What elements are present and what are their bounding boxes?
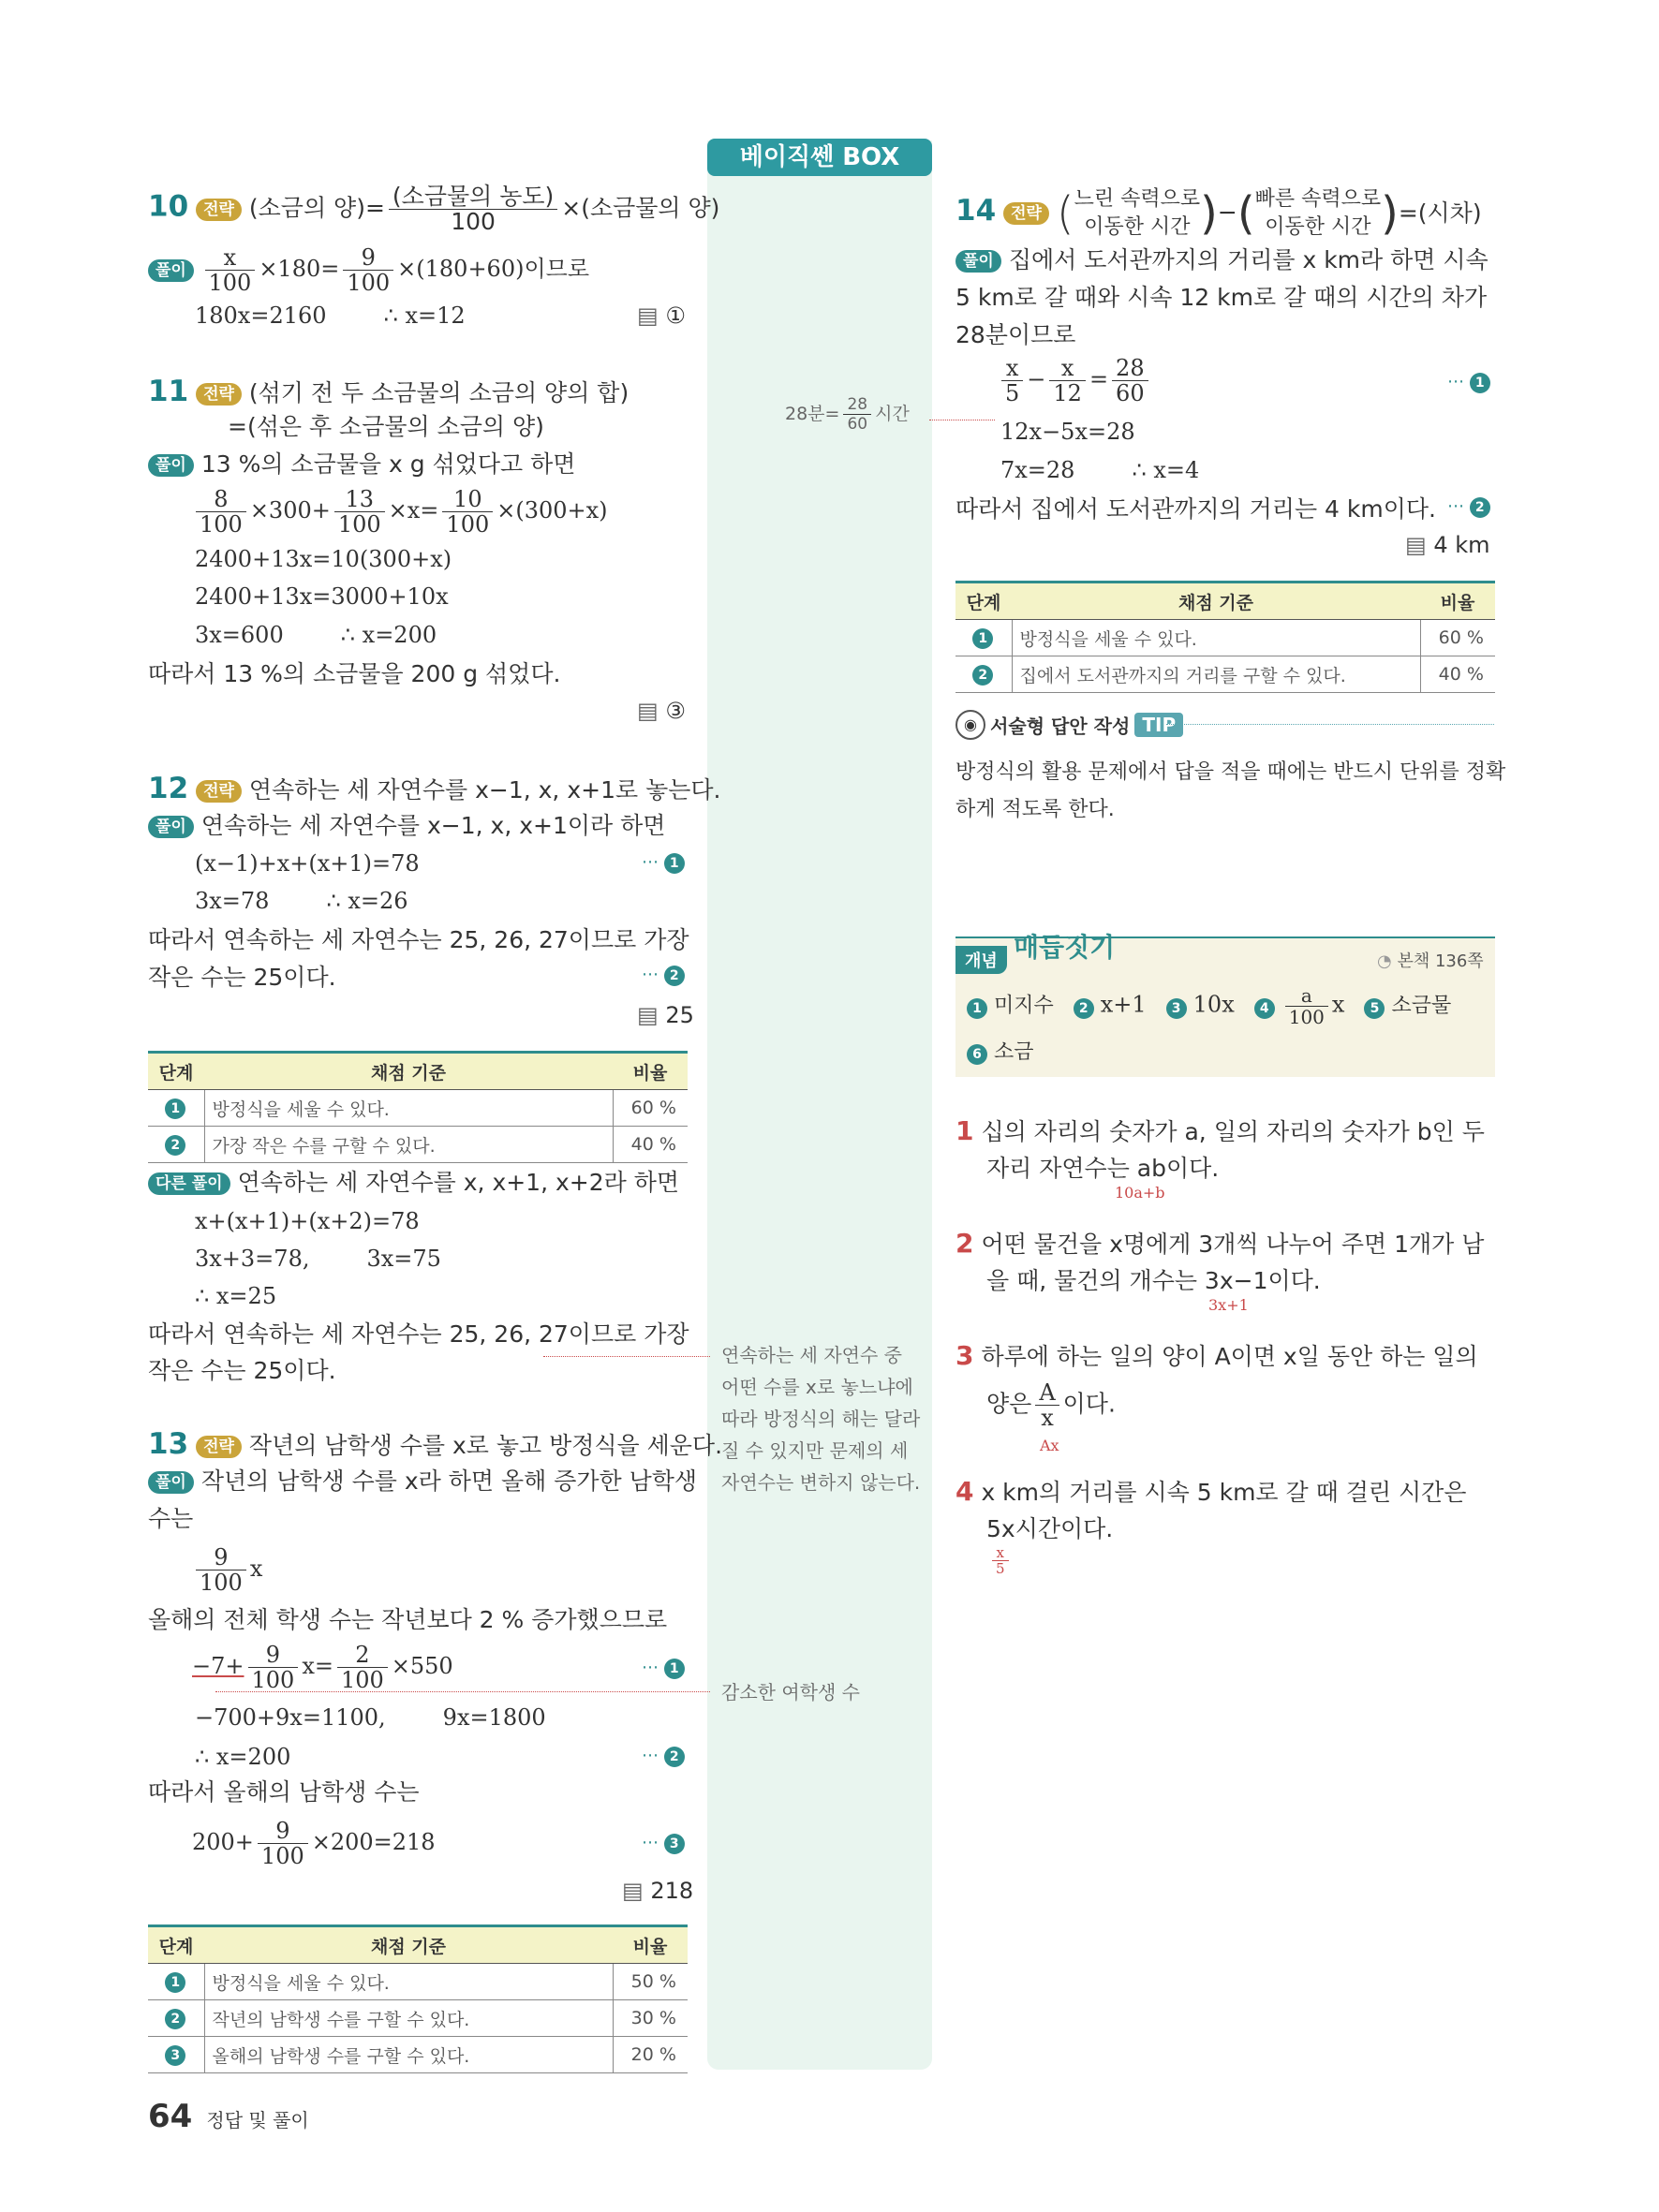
q12-line1: (x−1)+x+(x+1)=78 <box>195 850 420 877</box>
concept-item: x <box>1331 991 1345 1018</box>
table-row <box>955 656 1495 693</box>
concept-item: x+1 <box>1100 991 1147 1018</box>
frac-bottom: 60 <box>1116 380 1145 406</box>
frac <box>196 1545 246 1595</box>
header-ratio: 비율 <box>613 1926 688 1964</box>
q12-concl1: 따라서 연속하는 세 자연수는 25, 26, 27이므로 가장 <box>148 926 689 953</box>
criteria-cell: 방정식을 세울 수 있다. <box>204 1964 613 2000</box>
tactic-b1: 빠른 속력으로 <box>1254 187 1382 211</box>
eq-text: ×300+ <box>249 497 331 524</box>
q12-line2: 3x=78 ∴ x=26 <box>195 888 408 914</box>
step-ref-1: ⋯ 1 <box>642 852 685 874</box>
item-num: 5 <box>1364 998 1385 1019</box>
q12-note-leader <box>543 1356 710 1357</box>
answer-icon: ▤ <box>622 1878 644 1904</box>
frac-top: 9 <box>196 1545 246 1571</box>
frac-bottom: 100 <box>200 1570 243 1596</box>
page-number: 64 <box>148 2098 193 2135</box>
fix-2-line1 <box>955 1225 1484 1263</box>
book-icon: ◔ <box>1377 951 1392 971</box>
step-ref-1: ⋯ 1 <box>642 1658 685 1679</box>
step-cell <box>148 1964 204 2000</box>
answer-text: ③ <box>665 698 686 724</box>
step-circle: 3 <box>165 2045 185 2066</box>
step-circle: 1 <box>1470 373 1490 393</box>
item-num: 4 <box>1254 998 1275 1019</box>
frac-top: 9 <box>343 245 393 271</box>
step-ref-3: ⋯ 3 <box>642 1833 685 1854</box>
frac-bottom: 12 <box>1053 380 1082 406</box>
frac-bottom: 100 <box>200 511 243 538</box>
criteria-cell: 방정식을 세울 수 있다. <box>204 1090 613 1127</box>
q10-line2: 180x=2160 ∴ x=12 <box>195 302 466 329</box>
q12-sol-text: 연속하는 세 자연수를 x−1, x, x+1이라 하면 <box>200 812 666 839</box>
table-header-row <box>148 1053 688 1090</box>
q12-alt-line3: ∴ x=25 <box>195 1283 277 1309</box>
criteria-cell: 집에서 도서관까지의 거리를 구할 수 있다. <box>1012 656 1420 693</box>
alt-solution-pill: 다른 풀이 <box>148 1172 230 1195</box>
frac <box>1049 356 1086 406</box>
paren-right: ) <box>1381 187 1399 240</box>
q12-alt-line2: 3x+3=78, 3x=75 <box>195 1246 441 1272</box>
q14-line3: 7x=28 ∴ x=4 <box>1000 457 1200 483</box>
q12-number: 12 <box>148 772 189 805</box>
q10-number: 10 <box>148 189 189 224</box>
eq-text: ×(300+x) <box>496 497 608 524</box>
frac <box>1285 985 1328 1027</box>
tactic-tail: =(시차) <box>1398 199 1482 227</box>
step-circle: 2 <box>664 1747 685 1767</box>
header-step: 단계 <box>148 1926 204 1964</box>
fix-text: 하루에 하는 일의 양이 A이면 x일 동안 하는 일의 <box>981 1343 1478 1370</box>
header-step: 단계 <box>148 1053 204 1090</box>
answer-icon: ▤ <box>1405 532 1427 558</box>
q12-header <box>148 770 720 809</box>
fix-text: 어떤 물건을 x명에게 3개씩 나누어 주면 1개가 남 <box>981 1231 1485 1258</box>
fix-1-line1 <box>955 1113 1485 1151</box>
fix-4-line2: 5x시간이다. <box>986 1515 1114 1542</box>
fix-4-line1 <box>955 1473 1466 1512</box>
fix-number: 2 <box>955 1228 974 1259</box>
q12-alt-line1: x+(x+1)+(x+2)=78 <box>195 1208 420 1234</box>
fix-3-line1 <box>955 1337 1478 1376</box>
step-circle: 2 <box>664 966 685 986</box>
tactic-a2: 이동한 시간 <box>1084 215 1191 239</box>
solution-pill: 풀이 <box>148 816 194 838</box>
q13-sol1 <box>148 1463 697 1500</box>
concept-item: 10x <box>1192 991 1235 1018</box>
frac-bottom: 100 <box>251 1667 295 1693</box>
eq-text: x <box>249 1556 263 1582</box>
step-ref-2: ⋯ 2 <box>642 965 685 986</box>
concept-title: 매듭짓기 <box>1014 932 1116 963</box>
step-circle: 1 <box>664 1659 685 1679</box>
fix-2-correction: 3x+1 <box>1208 1296 1249 1314</box>
step-circle: 2 <box>165 2009 185 2029</box>
q14-tactic-b <box>1255 185 1382 242</box>
q11-conclusion: 따라서 13 %의 소금물을 200 g 섞었다. <box>148 660 561 687</box>
solution-pill: 풀이 <box>955 250 1001 273</box>
concept-items-row2 <box>967 1034 1034 1071</box>
concept-item: 미지수 <box>994 994 1054 1018</box>
frac <box>1001 356 1023 406</box>
table-header-row <box>955 582 1495 620</box>
note-b: 시간 <box>875 404 910 424</box>
item-num: 1 <box>967 998 987 1019</box>
fix-text: 이다. <box>1062 1390 1116 1418</box>
q11-number: 11 <box>148 375 189 408</box>
q11-tactic-1: (섞기 전 두 소금물의 소금의 양의 합) <box>248 379 630 406</box>
fix-number: 1 <box>955 1115 974 1146</box>
tactic-pill: 전략 <box>196 199 242 221</box>
answer-icon: ▤ <box>637 302 659 329</box>
frac <box>248 1643 299 1692</box>
tip-header <box>955 710 1183 740</box>
step-circle: 2 <box>165 1135 185 1156</box>
fix-1-line2: 자리 자연수는 ab이다. <box>986 1155 1220 1182</box>
step-circle: 1 <box>165 1972 185 1993</box>
table-row <box>148 1127 688 1163</box>
frac-bottom: 5 <box>996 1560 1005 1577</box>
q10-sol-line1 <box>148 245 589 295</box>
q14-sol3: 28분이므로 <box>955 321 1076 348</box>
frac-top: A <box>1035 1380 1059 1406</box>
eq-text: ×180= <box>259 256 340 282</box>
frac <box>334 487 385 537</box>
table-header-row <box>148 1926 688 1964</box>
ratio-cell: 40 % <box>613 1127 688 1163</box>
table-row <box>955 620 1495 656</box>
q12-grading-table <box>148 1051 688 1163</box>
concept-item: 소금물 <box>1391 994 1452 1018</box>
q11-tactic-2: =(섞은 후 소금물의 소금의 양) <box>228 413 544 440</box>
tactic-a1: 느린 속력으로 <box>1074 187 1201 211</box>
q13-answer <box>622 1878 693 1904</box>
q14-tactic-a <box>1074 185 1201 242</box>
q13-header <box>148 1425 722 1465</box>
q11-line4: 3x=600 ∴ x=200 <box>195 622 437 648</box>
q14-sol1 <box>955 242 1489 279</box>
fix-text: 십의 자리의 숫자가 a, 일의 자리의 숫자가 b인 두 <box>981 1118 1485 1145</box>
step-circle: 2 <box>1470 497 1490 518</box>
q12-alt-text: 연속하는 세 자연수를 x, x+1, x+2라 하면 <box>237 1169 680 1196</box>
q13-line3: ∴ x=200 <box>195 1744 291 1770</box>
frac-top: 10 <box>442 487 493 512</box>
answer-text: 218 <box>650 1878 694 1904</box>
q12-alt-concl2: 작은 수는 25이다. <box>148 1357 336 1384</box>
q11-answer <box>637 698 686 724</box>
fix-text: x km의 거리를 시속 5 km로 갈 때 걸린 시간은 <box>981 1479 1467 1506</box>
owl-icon: ◉ <box>955 710 985 740</box>
frac <box>205 245 256 295</box>
frac-top: 8 <box>196 487 246 512</box>
fix-3-line2 <box>986 1380 1116 1430</box>
q13-frac1 <box>192 1545 262 1595</box>
ratio-cell: 60 % <box>1420 620 1495 656</box>
answer-icon: ▤ <box>637 1002 659 1028</box>
ratio-cell: 60 % <box>613 1090 688 1127</box>
fix-number: 4 <box>955 1476 974 1507</box>
q10-tactic-a: (소금의 양)= <box>248 194 385 222</box>
note-a: 28분= <box>785 404 840 424</box>
tactic-pill: 전략 <box>196 383 242 406</box>
tip-rule <box>1166 724 1494 725</box>
table-row <box>148 1964 688 2000</box>
frac-bottom: 60 <box>847 415 868 434</box>
q12-concl2: 작은 수는 25이다. <box>148 964 336 991</box>
tactic-b2: 이동한 시간 <box>1265 215 1371 239</box>
eq-text: x= <box>302 1653 333 1679</box>
tactic-pill: 전략 <box>1003 202 1049 225</box>
concept-ref <box>1377 948 1484 972</box>
frac-bottom: 100 <box>446 511 490 538</box>
q12-sol <box>148 807 665 845</box>
q14-answer <box>1405 532 1490 558</box>
frac-top: 2 <box>337 1643 388 1668</box>
q13-tactic: 작년의 남학생 수를 x로 놓고 방정식을 세운다. <box>248 1432 723 1459</box>
q10-answer <box>637 302 686 329</box>
tip-title: 서술형 답안 작성 <box>990 715 1131 738</box>
frac-bottom: x <box>1041 1405 1054 1431</box>
frac-bottom: 100 <box>1288 1006 1325 1028</box>
fix-2-line2: 을 때, 물건의 개수는 3x−1이다. <box>986 1267 1321 1294</box>
frac <box>1035 1380 1059 1430</box>
concept-badge <box>955 946 1007 974</box>
q14-grading-table <box>955 581 1495 693</box>
q11-line3: 2400+13x=3000+10x <box>195 583 449 610</box>
frac-top: 13 <box>334 487 385 512</box>
step-circle: 3 <box>664 1834 685 1854</box>
step-cell <box>148 1127 204 1163</box>
q12-alt-concl1: 따라서 연속하는 세 자연수는 25, 26, 27이므로 가장 <box>148 1320 689 1348</box>
table-row <box>148 2000 688 2037</box>
ratio-cell: 20 % <box>613 2037 688 2073</box>
tip-badge: TIP <box>1134 713 1183 737</box>
q13-conclusion: 따라서 올해의 남학생 수는 <box>148 1778 420 1806</box>
q11-sol <box>148 446 575 483</box>
ratio-cell: 40 % <box>1420 656 1495 693</box>
eq-text: ×(180+60)이므로 <box>397 256 590 282</box>
answer-icon: ▤ <box>637 698 659 724</box>
frac-bottom: 100 <box>451 208 496 235</box>
frac <box>196 487 246 537</box>
q14-header: 14 전략 ( 느린 속력으로 이동한 시간 )−( 빠른 속력으로 이동한 시간 )=(시차) <box>955 187 1482 240</box>
step-circle: 1 <box>165 1099 185 1119</box>
frac <box>1112 356 1148 406</box>
criteria-cell: 가장 작은 수를 구할 수 있다. <box>204 1127 613 1163</box>
frac-top: x <box>205 245 256 271</box>
step-ref-2: ⋯ 2 <box>1447 496 1490 518</box>
q10-tactic-b: ×(소금물의 양) <box>561 194 720 222</box>
step-ref-1: ⋯ 1 <box>1447 372 1490 393</box>
tip-line1: 방정식의 활용 문제에서 답을 적을 때에는 반드시 단위를 정확 <box>955 760 1506 784</box>
step-circle: 1 <box>972 628 993 649</box>
step-cell <box>148 2000 204 2037</box>
header-ratio: 비율 <box>1420 582 1495 620</box>
header-criteria: 채점 기준 <box>204 1926 613 1964</box>
q13-grading-table <box>148 1924 688 2073</box>
q13-note-leader <box>215 1691 710 1692</box>
tip-line2: 하게 적도록 한다. <box>955 798 1115 821</box>
q14-side-note <box>785 395 910 434</box>
solution-pill: 풀이 <box>148 454 194 477</box>
fix-4-correction <box>988 1545 1013 1576</box>
q13-side-note: 감소한 여학생 수 <box>721 1681 860 1703</box>
q14-number: 14 <box>955 194 997 228</box>
frac-top: x <box>1001 356 1023 381</box>
table-row <box>148 2037 688 2073</box>
answer-text: ① <box>665 302 686 329</box>
table-row <box>148 1090 688 1127</box>
page-footer <box>148 2098 309 2135</box>
eq-text: ×550 <box>391 1653 453 1679</box>
header-step: 단계 <box>955 582 1012 620</box>
frac-top: 9 <box>258 1819 308 1844</box>
frac-bottom: 100 <box>340 1667 384 1693</box>
header-criteria: 채점 기준 <box>1012 582 1420 620</box>
header-criteria: 채점 기준 <box>204 1053 613 1090</box>
q13-eq <box>192 1643 453 1692</box>
eq-text: ×x= <box>388 497 439 524</box>
concept-badge-text: 개념 <box>965 951 998 971</box>
frac-top: 28 <box>1112 356 1148 381</box>
q10-tactic-frac <box>389 184 557 234</box>
paren-right: ) <box>1200 187 1218 240</box>
criteria-cell: 올해의 남학생 수를 구할 수 있다. <box>204 2037 613 2073</box>
frac-top: 9 <box>248 1643 299 1668</box>
solution-pill: 풀이 <box>148 1471 194 1494</box>
frac <box>343 245 393 295</box>
item-num: 2 <box>1074 998 1094 1019</box>
answer-text: 25 <box>665 1002 694 1028</box>
frac-top: x <box>1049 356 1086 381</box>
q12-tactic: 연속하는 세 자연수를 x−1, x, x+1로 놓는다. <box>248 776 721 804</box>
eq-text: ×200=218 <box>311 1829 436 1855</box>
q12-answer <box>637 1002 694 1028</box>
fix-3-correction: Ax <box>1040 1437 1059 1454</box>
q12-alt <box>148 1164 679 1202</box>
footer-label: 정답 및 풀이 <box>206 2109 309 2131</box>
paren-left: ( <box>1237 187 1255 240</box>
header-ratio: 비율 <box>613 1053 688 1090</box>
step-cell <box>955 620 1012 656</box>
frac <box>337 1643 388 1692</box>
q14-conclusion: 따라서 집에서 도서관까지의 거리는 4 km이다. <box>955 495 1436 523</box>
frac-top: a <box>1285 985 1328 1007</box>
tactic-pill: 전략 <box>196 780 242 803</box>
q13-sol-text: 작년의 남학생 수를 x라 하면 올해 증가한 남학생 <box>200 1467 698 1495</box>
answer-text: 4 km <box>1433 532 1490 558</box>
concept-items-row1 <box>967 985 1451 1027</box>
frac-bottom: 100 <box>337 511 381 538</box>
frac-top: 28 <box>843 395 871 415</box>
step-circle: 2 <box>972 665 993 686</box>
solution-pill: 풀이 <box>148 259 194 282</box>
frac-top: x <box>992 1545 1009 1561</box>
frac-bottom: 100 <box>208 270 252 296</box>
q13-mid: 올해의 전체 학생 수는 작년보다 2 % 증가했으므로 <box>148 1606 668 1633</box>
basic-box-title <box>707 139 932 176</box>
fix-number: 3 <box>955 1340 974 1371</box>
ratio-cell: 50 % <box>613 1964 688 2000</box>
ratio-cell: 30 % <box>613 2000 688 2037</box>
frac-bottom: 5 <box>1005 380 1020 406</box>
q14-eq: $\frac{x}{5}$ − $\frac{x}{12}$ = $\frac{28}{60}$ <box>998 356 1152 406</box>
tactic-pill: 전략 <box>196 1436 242 1458</box>
frac <box>258 1819 308 1868</box>
q14-sol-text: 집에서 도서관까지의 거리를 x km라 하면 시속 <box>1008 246 1489 273</box>
criteria-cell: 작년의 남학생 수를 구할 수 있다. <box>204 2000 613 2037</box>
q11-eq1 <box>192 487 608 537</box>
fix-text: 양은 <box>986 1390 1032 1418</box>
step-circle: 1 <box>664 853 685 874</box>
q11-sol-text: 13 %의 소금물을 x g 섞었다고 하면 <box>200 450 576 478</box>
frac-top: (소금물의 농도) <box>389 184 557 210</box>
basic-box-title-text: 베이직쎈 BOX <box>739 143 900 171</box>
paren-left: ( <box>1056 187 1074 240</box>
frac-bottom: 100 <box>347 270 391 296</box>
q13-sol2: 수는 <box>148 1505 194 1532</box>
step-cell <box>148 2037 204 2073</box>
q14-sol2: 5 km로 갈 때와 시속 12 km로 갈 때의 시간의 차가 <box>955 284 1488 311</box>
fix-1-correction: 10a+b <box>1115 1184 1165 1202</box>
q11-header <box>148 373 629 412</box>
q11-line2: 2400+13x=10(300+x) <box>195 546 452 572</box>
note-frac <box>843 395 871 434</box>
eq-text: 200+ <box>192 1829 254 1855</box>
frac <box>992 1545 1009 1576</box>
item-num: 3 <box>1166 998 1187 1019</box>
step-cell <box>148 1090 204 1127</box>
frac-bottom: 100 <box>260 1843 304 1869</box>
q13-final-eq <box>192 1819 436 1868</box>
q13-line2: −700+9x=1100, 9x=1800 <box>195 1704 546 1731</box>
step-cell <box>955 656 1012 693</box>
step-ref-2: ⋯ 2 <box>642 1746 685 1767</box>
frac <box>442 487 493 537</box>
concept-ref-text: 본책 136쪽 <box>1397 951 1484 971</box>
item-num: 6 <box>967 1044 987 1065</box>
eq-text: −7+ <box>192 1653 244 1679</box>
q13-number: 13 <box>148 1427 189 1461</box>
q14-line2: 12x−5x=28 <box>1000 419 1135 445</box>
q10-header <box>148 184 719 234</box>
concept-item: 소금 <box>994 1040 1034 1064</box>
criteria-cell: 방정식을 세울 수 있다. <box>1012 620 1420 656</box>
q12-side-note: 연속하는 세 자연수 중 어떤 수를 x로 놓느냐에 따라 방정식의 해는 달라질 수 있지만 문제의 세 자연수는 변하지 않는다. <box>721 1344 921 1494</box>
